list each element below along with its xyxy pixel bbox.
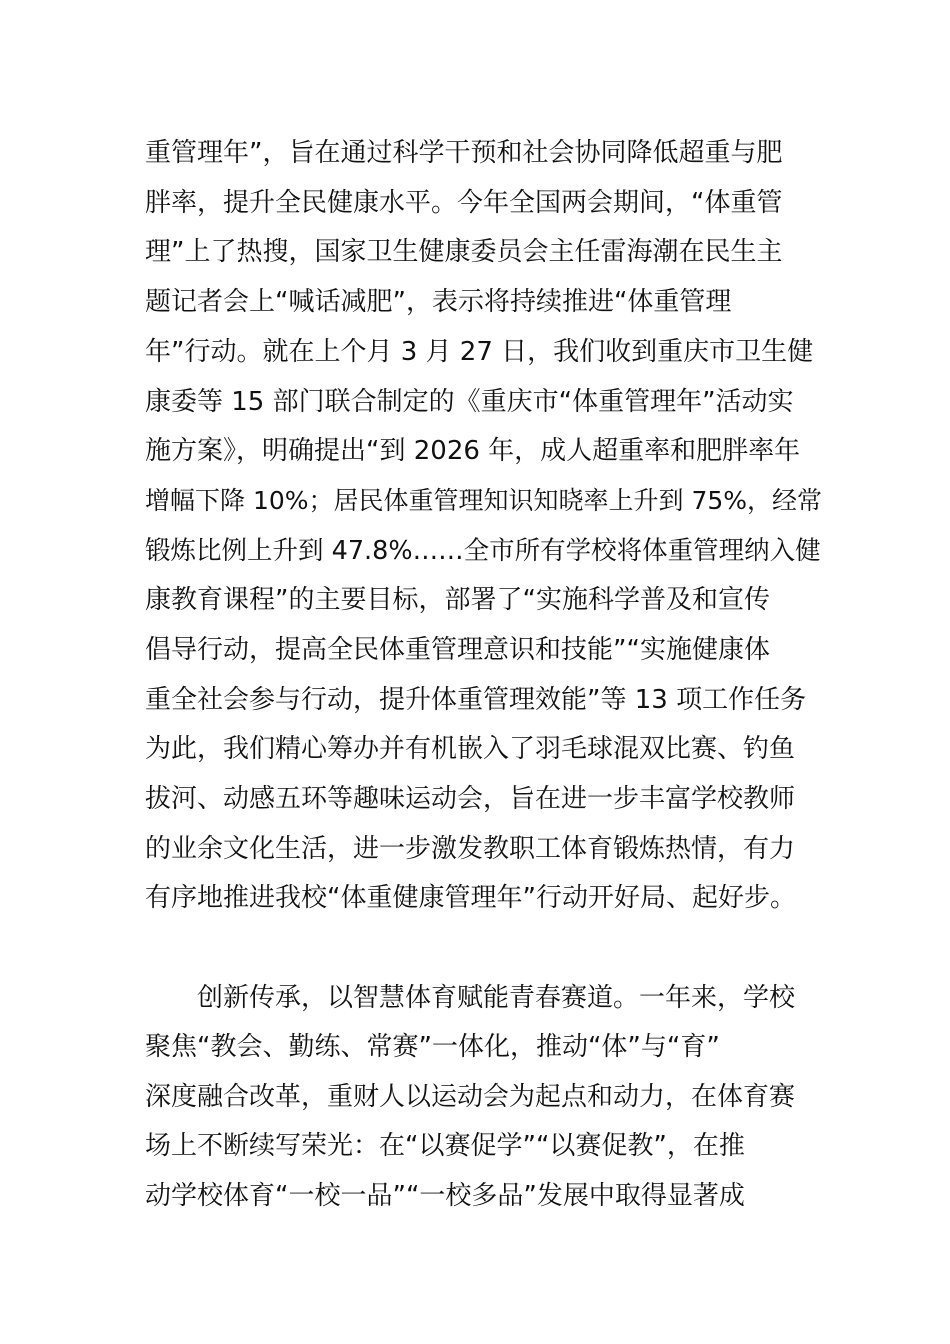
paragraph-1-line-4: 题记者会上“喊话减肥”，表示将持续推进“体重管理 — [145, 287, 732, 317]
paragraph-2-line-3: 深度融合改革，重财人以运动会为起点和动力，在体育赛 — [145, 1082, 796, 1112]
paragraph-1-line-14: 拔河、动感五环等趣味运动会，旨在进一步丰富学校教师 — [145, 784, 796, 814]
paragraph-1-line-15: 的业余文化生活，进一步激发教职工体育锻炼热情，有力 — [145, 834, 796, 864]
paragraph-1-line-13: 为此，我们精心筹办并有机嵌入了羽毛球混双比赛、钓鱼 — [145, 734, 796, 764]
paragraph-1-line-16: 有序地推进我校“体重健康管理年”行动开好局、起好步。 — [145, 883, 796, 913]
paragraph-1-line-1: 重管理年”，旨在通过科学干预和社会协同降低超重与肥 — [145, 138, 783, 168]
paragraph-2-line-4: 场上不断续写荣光：在“以赛促学”“以赛促教”，在推 — [145, 1131, 745, 1161]
paragraph-1-line-8: 增幅下降 10%；居民体重管理知识知晓率上升到 75%，经常 — [145, 486, 823, 515]
paragraph-1-line-2: 胖率，提升全民健康水平。今年全国两会期间，“体重管 — [145, 188, 783, 218]
paragraph-1-line-10: 康教育课程”的主要目标，部署了“实施科学普及和宣传 — [145, 585, 770, 615]
paragraph-1-line-5: 年”行动。就在上个月 3 月 27 日，我们收到重庆市卫生健 — [145, 337, 814, 367]
paragraph-2-line-2: 聚焦“教会、勤练、常赛”一体化，推动“体”与“育” — [145, 1032, 720, 1062]
paragraph-1-line-9: 锻炼比例上升到 47.8%……全市所有学校将体重管理纳入健 — [145, 536, 821, 566]
paragraph-2-line-5: 动学校体育“一校一品”“一校多品”发展中取得显著成 — [145, 1181, 745, 1211]
paragraph-1-line-11: 倡导行动，提高全民体重管理意识和技能”“实施健康体 — [145, 635, 770, 665]
paragraph-1-line-6: 康委等 15 部门联合制定的《重庆市“体重管理年”活动实 — [145, 387, 794, 417]
paragraph-1-line-12: 重全社会参与行动，提升体重管理效能”等 13 项工作任务 — [145, 685, 807, 715]
paragraph-2-line-1: 创新传承，以智慧体育赋能青春赛道。一年来，学校 — [197, 983, 796, 1013]
paragraph-1-line-7: 施方案》，明确提出“到 2026 年，成人超重率和肥胖率年 — [145, 436, 801, 466]
paragraph-1-line-3: 理”上了热搜，国家卫生健康委员会主任雷海潮在民生主 — [145, 237, 783, 267]
